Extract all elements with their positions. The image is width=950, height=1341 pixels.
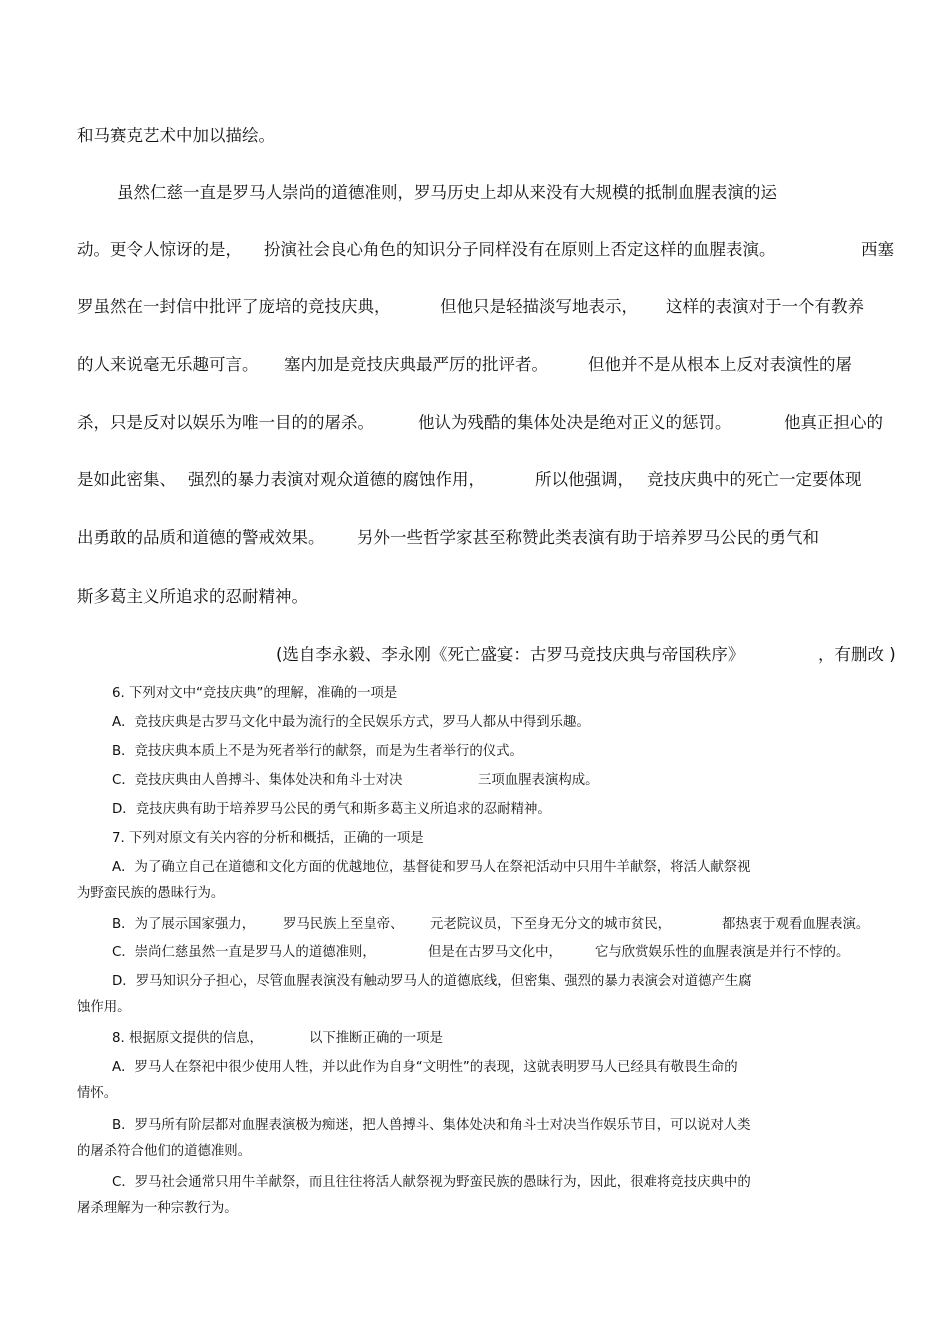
passage-segment: 的人来说毫无乐趣可言。	[77, 355, 259, 374]
passage-segment: 出勇敢的品质和道德的警戒效果。	[77, 528, 325, 547]
option-segment: C．竞技庆典由人兽搏斗、集体处决和角斗士对决	[112, 773, 403, 788]
option-segment: 它与欣赏娱乐性的血腥表演是并行不悖的。	[595, 945, 850, 960]
question-7-stem: 7. 下列对原文有关内容的分析和概括，正确的一项是	[112, 831, 424, 846]
stem-segment: 以下推断正确的一项是	[309, 1031, 443, 1046]
passage-line	[0, 240, 950, 260]
question-8-stem	[0, 1030, 950, 1048]
passage-segment: 他认为残酷的集体处决是绝对正义的惩罚。	[418, 413, 732, 432]
passage-segment: 这样的表演对于一个有教养	[666, 297, 864, 316]
question-7-option-a: A．为了确立自己在道德和文化方面的优越地位，基督徒和罗马人在祭祀活动中只用牛羊献祭，将活人献祭视	[112, 860, 751, 875]
passage-line	[0, 355, 950, 375]
question-7-option-d-cont: 蚀作用。	[77, 1000, 131, 1015]
question-7-option-a-cont: 为野蛮民族的愚昧行为。	[77, 886, 225, 901]
option-segment: 罗马民族上至皇帝、	[283, 917, 404, 932]
source-title: (选自李永毅、李永刚《死亡盛宴：古罗马竞技庆典与帝国秩序》	[276, 645, 745, 664]
question-6-option-a: A．竞技庆典是古罗马文化中最为流行的全民娱乐方式，罗马人都从中得到乐趣。	[112, 715, 590, 730]
option-segment: 元老院议员，下至身无分文的城市贫民，	[430, 917, 672, 932]
passage-segment: 是如此密集、	[77, 470, 176, 489]
question-6-option-c	[0, 772, 950, 790]
question-7-option-c	[0, 944, 950, 962]
source-note: ，有删改 )	[818, 645, 896, 664]
passage-segment: 所以他强调，	[535, 470, 634, 489]
passage-line: 和马赛克艺术中加以描绘。	[77, 126, 275, 145]
passage-line: 虽然仁慈一直是罗马人崇尚的道德准则，罗马历史上却从来没有大规模的抵制血腥表演的运	[117, 183, 777, 202]
passage-segment: 但他并不是从根本上反对表演性的屠	[588, 355, 852, 374]
option-segment: 三项血腥表演构成。	[478, 773, 599, 788]
passage-line: 斯多葛主义所追求的忍耐精神。	[77, 587, 308, 606]
passage-segment: 另外一些哲学家甚至称赞此类表演有助于培养罗马公民的勇气和	[357, 528, 819, 547]
passage-segment: 他真正担心的	[784, 413, 883, 432]
stem-segment: 8. 根据原文提供的信息，	[112, 1031, 263, 1046]
passage-segment: 罗虽然在一封信中批评了庞培的竞技庆典，	[77, 297, 391, 316]
option-segment: 都热衷于观看血腥表演。	[722, 917, 870, 932]
question-8-option-a: A．罗马人在祭祀中很少使用人牲，并以此作为自身“文明性”的表现，这就表明罗马人已经具有敬畏生命的	[112, 1060, 738, 1075]
option-segment: 但是在古罗马文化中，	[428, 945, 562, 960]
passage-segment: 塞内加是竞技庆典最严厉的批评者。	[284, 355, 548, 374]
passage-segment: 竞技庆典中的死亡一定要体现	[647, 470, 862, 489]
passage-segment: 但他只是轻描淡写地表示，	[440, 297, 638, 316]
passage-segment: 杀，只是反对以娱乐为唯一目的的屠杀。	[77, 413, 374, 432]
source-citation	[0, 645, 950, 665]
passage-line	[0, 470, 950, 490]
question-6-option-d: D．竞技庆典有助于培养罗马公民的勇气和斯多葛主义所追求的忍耐精神。	[112, 802, 551, 817]
question-8-option-b-cont: 的屠杀符合他们的道德准则。	[77, 1144, 252, 1159]
passage-line	[0, 413, 950, 433]
question-7-option-b	[0, 916, 950, 934]
question-6-stem: 6. 下列对文中“竞技庆典”的理解，准确的一项是	[112, 686, 398, 701]
passage-segment: 动。更令人惊讶的是，	[77, 240, 242, 259]
passage-segment: 西塞	[861, 240, 894, 259]
option-segment: B．为了展示国家强力，	[112, 917, 256, 932]
question-8-option-c-cont: 屠杀理解为一种宗教行为。	[77, 1201, 238, 1216]
question-8-option-c: C．罗马社会通常只用牛羊献祭，而且往往将活人献祭视为野蛮民族的愚昧行为，因此，很难将竞技庆典中的	[112, 1175, 751, 1190]
question-8-option-a-cont: 情怀。	[77, 1086, 118, 1101]
passage-line	[0, 297, 950, 317]
passage-segment: 强烈的暴力表演对观众道德的腐蚀作用，	[188, 470, 485, 489]
passage-line	[0, 528, 950, 548]
passage-segment: 扮演社会良心角色的知识分子同样没有在原则上否定这样的血腥表演。	[264, 240, 776, 259]
question-8-option-b: B．罗马所有阶层都对血腥表演极为痴迷，把人兽搏斗、集体处决和角斗士对决当作娱乐节目，可以说对人类	[112, 1118, 751, 1133]
option-segment: C．崇尚仁慈虽然一直是罗马人的道德准则，	[112, 945, 376, 960]
question-7-option-d: D．罗马知识分子担心，尽管血腥表演没有触动罗马人的道德底线，但密集、强烈的暴力表演会对道德产生腐	[112, 974, 752, 989]
question-6-option-b: B．竞技庆典本质上不是为死者举行的献祭，而是为生者举行的仪式。	[112, 744, 523, 759]
